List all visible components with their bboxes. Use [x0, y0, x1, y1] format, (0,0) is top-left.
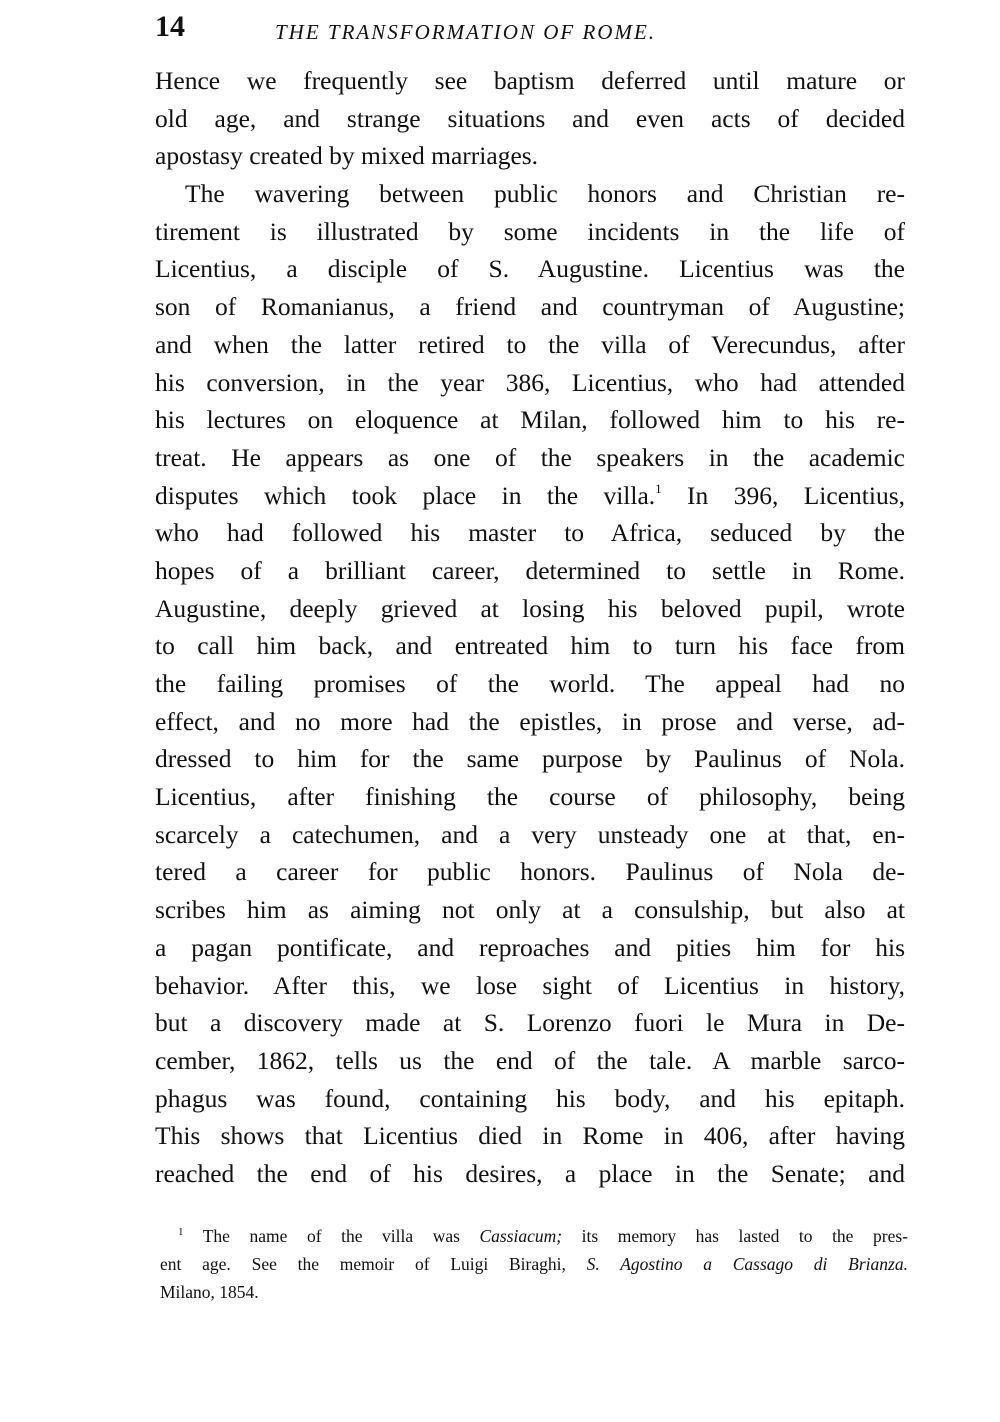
text-line-with-footnote	[155, 477, 905, 515]
text-line: his lectures on eloquence at Milan, followed him to his re-	[155, 405, 905, 435]
text-segment: disputes which took place in the villa.	[155, 480, 656, 510]
text-line: apostasy created by mixed marriages.	[155, 141, 539, 171]
text-line: dressed to him for the same purpose by Paulinus of Nola.	[155, 744, 905, 774]
text-line: This shows that Licentius died in Rome in 406, after having	[155, 1121, 905, 1151]
text-line: and when the latter retired to the villa of Verecundus, after	[155, 329, 905, 359]
footnote-line	[160, 1250, 908, 1278]
italic-text: Cassiacum;	[479, 1226, 563, 1246]
text-line: son of Romanianus, a friend and countryman of Augustine;	[155, 292, 905, 322]
text-line: who had followed his master to Africa, seduced by the	[155, 518, 905, 548]
text-line: Licentius, after finishing the course of philosophy, being	[155, 782, 905, 812]
page-number: 14	[155, 10, 185, 43]
text-line: hopes of a brilliant career, determined to settle in Rome.	[155, 555, 905, 585]
text-line: Augustine, deeply grieved at losing his beloved pupil, wrote	[155, 593, 905, 623]
text-line: phagus was found, containing his body, and his epitaph.	[155, 1083, 905, 1113]
text-line: the failing promises of the world. The appeal had no	[155, 669, 905, 698]
text-line: Licentius, a disciple of S. Augustine. Licentius was the	[155, 254, 905, 284]
text-segment: its memory has lasted to the pres-	[562, 1226, 908, 1246]
text-line: The wavering between public honors and Christian re-	[185, 179, 905, 209]
text-line: treat. He appears as one of the speakers in the academic	[155, 442, 905, 472]
text-segment: The name of the villa was	[183, 1226, 480, 1246]
running-title: THE TRANSFORMATION OF ROME.	[275, 20, 657, 44]
footnotes	[160, 1222, 908, 1306]
body-text	[155, 62, 905, 1193]
text-line: to call him back, and entreated him to turn his face from	[155, 631, 905, 661]
text-line: scarcely a catechumen, and a very unsteady one at that, en-	[155, 819, 905, 849]
text-line: scribes him as aiming not only at a consulship, but also at	[155, 895, 905, 925]
text-line: cember, 1862, tells us the end of the tale. A marble sarco-	[155, 1045, 905, 1075]
italic-text: S. Agostino a Cassago di Brianza.	[586, 1254, 908, 1274]
text-line: a pagan pontificate, and reproaches and pities him for his	[155, 932, 905, 962]
text-line: tirement is illustrated by some incidents in the life of	[155, 216, 905, 246]
text-line: but a discovery made at S. Lorenzo fuori le Mura in De-	[155, 1008, 905, 1038]
text-line: old age, and strange situations and even acts of decided	[155, 103, 905, 133]
running-head	[155, 8, 915, 48]
text-line: tered a career for public honors. Paulinus of Nola de-	[155, 857, 905, 887]
footnote-line: Milano, 1854.	[160, 1282, 259, 1302]
footnote-line	[160, 1222, 908, 1250]
footnote-reference[interactable]: 1	[655, 480, 662, 496]
footnote-number: 1	[178, 1226, 184, 1238]
text-line: effect, and no more had the epistles, in prose and verse, ad-	[155, 706, 905, 736]
text-line: Hence we frequently see baptism deferred until mature or	[155, 66, 905, 95]
text-line: his conversion, in the year 386, Licentius, who had attended	[155, 367, 905, 397]
text-segment: In 396, Licentius,	[661, 480, 905, 510]
text-line: behavior. After this, we lose sight of Licentius in history,	[155, 970, 905, 1000]
text-line: reached the end of his desires, a place in the Senate; and	[155, 1158, 905, 1188]
text-segment: ent age. See the memoir of Luigi Biraghi,	[160, 1254, 587, 1274]
